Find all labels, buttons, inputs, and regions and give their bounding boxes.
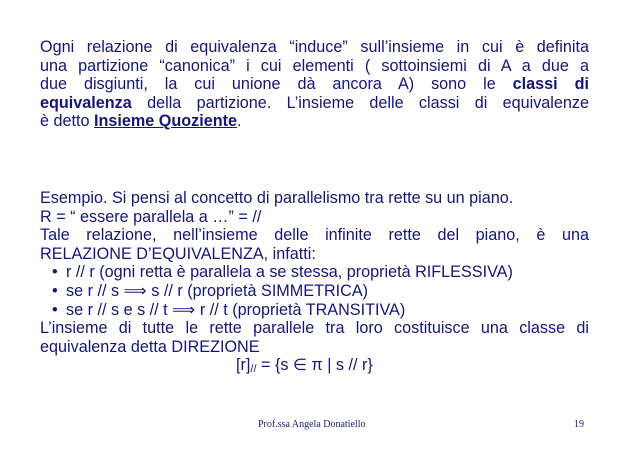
bullet-text: se r // s e s // t ⟹ r // t (proprietà TRANSITIVA): [66, 300, 406, 319]
page-number: 19: [574, 419, 584, 430]
text-fragment: della partizione. L’insieme delle classi di equivalenze: [147, 93, 589, 112]
bullet-icon: •: [52, 263, 58, 282]
bullet-text: r // r (ogni retta è parallela a se stessa, proprietà RIFLESSIVA): [66, 263, 513, 282]
formula-rhs: = {s ∈ π | s // r}: [256, 356, 373, 375]
bullet-item: [40, 301, 589, 320]
bullet-item: [40, 263, 589, 282]
text-line: Ogni relazione di equivalenza “induce” sull’insieme in cui è definita: [40, 38, 589, 56]
text-fragment: è detto: [40, 112, 90, 131]
text-line: una partizione “canonica” i cui elementi ( sottoinsiemi di A a due a: [40, 56, 589, 75]
bold-term: classi di: [512, 75, 589, 94]
text-line: [40, 75, 589, 94]
example-paragraph: [40, 189, 589, 379]
bullet-icon: •: [52, 281, 58, 300]
text-line: L’insieme di tutte le rette parallele tra loro costituisce una classe di: [40, 319, 589, 338]
bullet-item: [40, 282, 589, 301]
definition-paragraph: [40, 38, 589, 131]
text-line: Tale relazione, nell’insieme delle infinite rette del piano, è una: [40, 226, 589, 245]
text-line: RELAZIONE D’EQUIVALENZA, infatti:: [40, 244, 316, 263]
text-fragment: due disgiunti, la cui unione dà ancora A) sono le: [40, 75, 496, 94]
formula-lhs: [r]: [236, 356, 251, 375]
text-line: equivalenza detta DIREZIONE: [40, 337, 260, 356]
bullet-text: se r // s ⟹ s // r (proprietà SIMMETRICA): [66, 281, 369, 300]
text-line: R = “ essere parallela a …” = //: [40, 207, 262, 226]
formula-subscript: //: [250, 363, 257, 376]
text-line: Esempio. Si pensi al concetto di parallelismo tra rette su un piano.: [40, 189, 514, 207]
text-fragment: .: [237, 112, 242, 131]
bold-term: equivalenza: [40, 93, 132, 112]
bold-underlined-term: Insieme Quoziente: [94, 112, 238, 131]
bullet-icon: •: [52, 300, 58, 319]
text-line: [40, 94, 589, 113]
quotient-set-formula: [40, 356, 589, 379]
text-line: [40, 112, 589, 131]
footer-author: Prof.ssa Angela Donatiello: [258, 419, 366, 430]
